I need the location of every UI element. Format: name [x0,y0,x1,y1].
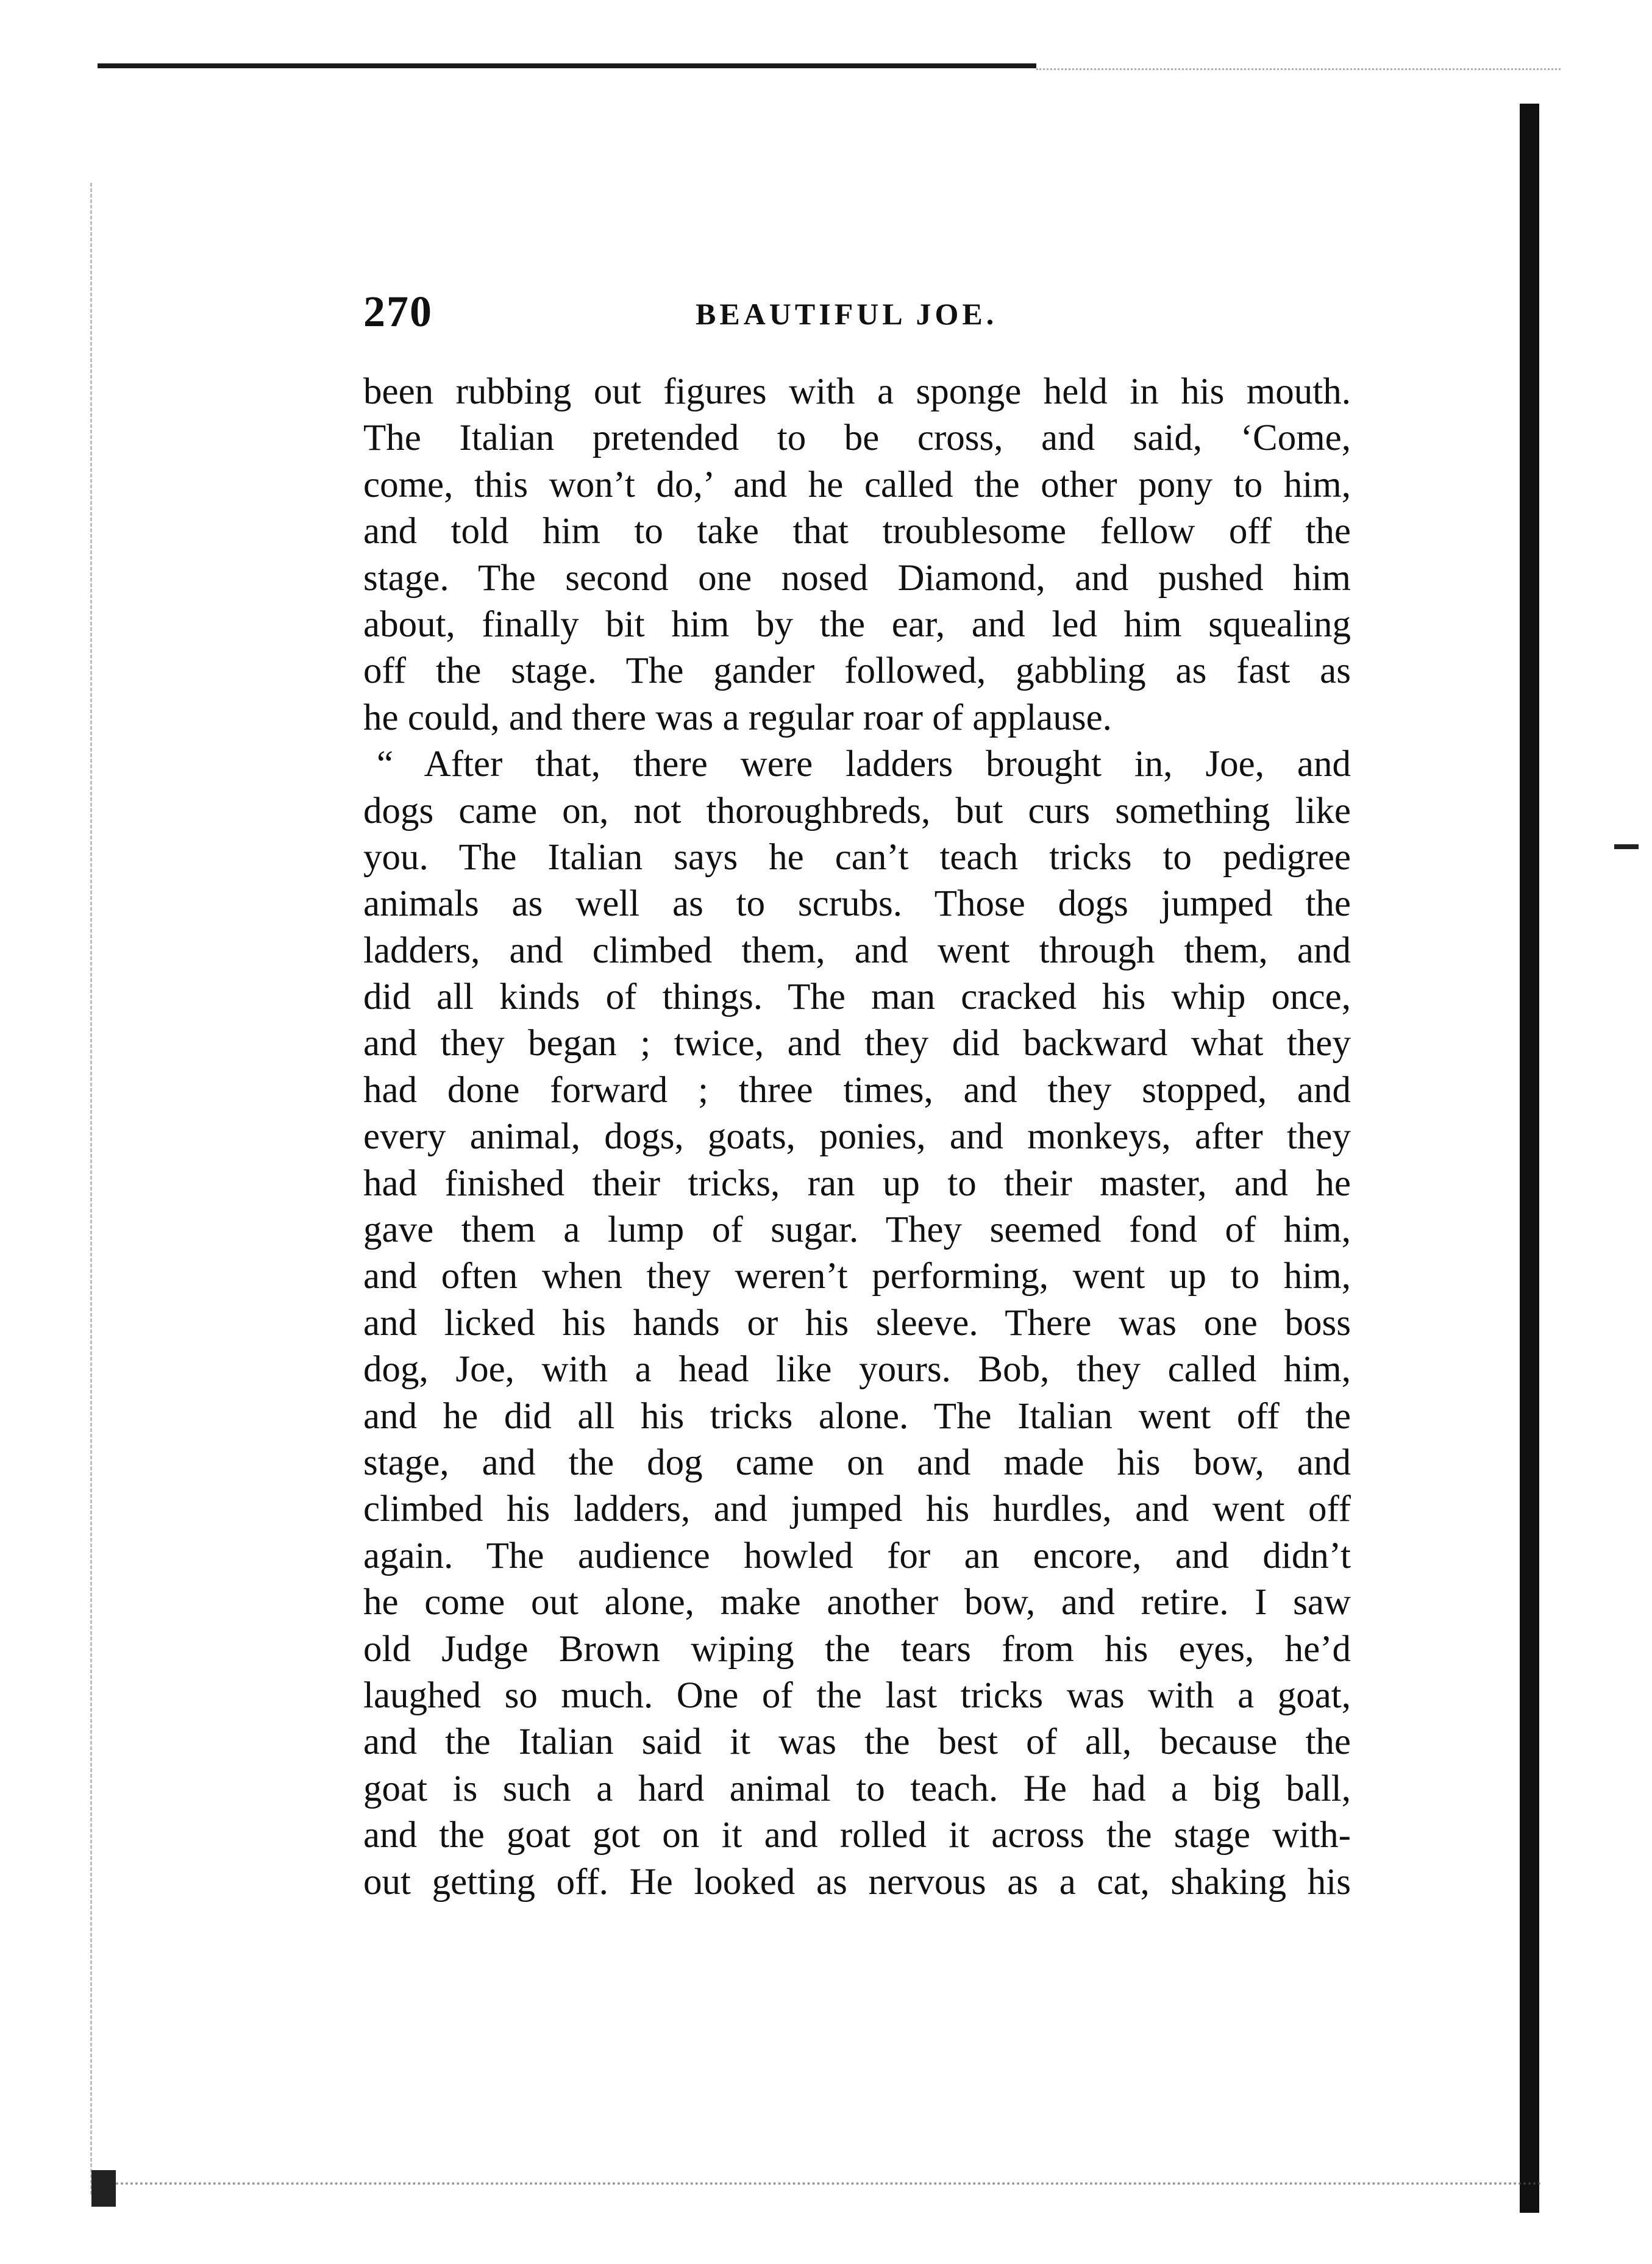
text-line: dog, Joe, with a head like yours. Bob, they called him, [363,1349,1351,1390]
top-rule-faint [1036,68,1561,71]
text-line: climbed his ladders, and jumped his hurdles, and went off [363,1489,1351,1530]
page-header [363,287,1351,347]
text-line: been rubbing out figures with a sponge held in his mouth. [363,371,1351,412]
text-line: had done forward ; three times, and they stopped, and [363,1069,1351,1111]
left-margin-marks [90,183,98,2195]
text-line: again. The audience howled for an encore, and didn’t [363,1535,1351,1576]
text-line: animals as well as to scrubs. Those dogs jumped the [363,883,1351,925]
running-head: BEAUTIFUL JOE. [696,297,998,331]
text-line: and told him to take that troublesome fellow off the [363,511,1351,552]
text-line: you. The Italian says he can’t teach tricks to pedigree [363,836,1351,878]
text-line: and the Italian said it was the best of all, because the [363,1721,1351,1763]
text-line: and he did all his tricks alone. The Italian went off the [363,1395,1351,1437]
right-margin-dash [1614,844,1639,849]
text-line: out getting off. He looked as nervous as a cat, shaking his [363,1861,1351,1903]
text-line: he come out alone, make another bow, and retire. I saw [363,1582,1351,1623]
text-line: he could, and there was a regular roar of applause. [363,697,1112,738]
text-line: and often when they weren’t performing, went up to him, [363,1256,1351,1297]
text-line: come, this won’t do,’ and he called the other pony to him, [363,464,1351,505]
top-rule [98,63,1036,68]
text-line: dogs came on, not thoroughbreds, but curs something like [363,790,1351,831]
text-line: did all kinds of things. The man cracked his whip once, [363,977,1351,1018]
text-line: old Judge Brown wiping the tears from his eyes, he’d [363,1628,1351,1670]
text-line: about, finally bit him by the ear, and led him squealing [363,603,1351,645]
scan-edge-bar [1520,104,1539,2213]
bottom-scan-marks [91,2182,1542,2188]
text-line: ladders, and climbed them, and went through them, and [363,930,1351,971]
text-line: off the stage. The gander followed, gabbling as fast as [363,650,1351,692]
text-line: and they began ; twice, and they did backward what they [363,1023,1351,1064]
text-line: had finished their tricks, ran up to their master, and he [363,1162,1351,1204]
text-line: and the goat got on it and rolled it across the stage with- [363,1815,1351,1856]
text-line: “ After that, there were ladders brought in, Joe, and [377,744,1351,785]
bottom-left-mark [91,2170,116,2207]
text-line: stage. The second one nosed Diamond, and pushed him [363,557,1351,599]
text-line: every animal, dogs, goats, ponies, and monkeys, after they [363,1116,1351,1158]
text-line: laughed so much. One of the last tricks was with a goat, [363,1675,1351,1716]
text-line: The Italian pretended to be cross, and said, ‘Come, [363,418,1351,459]
text-line: and licked his hands or his sleeve. There was one boss [363,1302,1351,1344]
body-text [363,369,1351,1906]
page-number: 270 [363,287,433,336]
text-line: goat is such a hard animal to teach. He had a big ball, [363,1768,1351,1809]
text-line: stage, and the dog came on and made his bow, and [363,1442,1351,1483]
text-line: gave them a lump of sugar. They seemed fond of him, [363,1209,1351,1251]
